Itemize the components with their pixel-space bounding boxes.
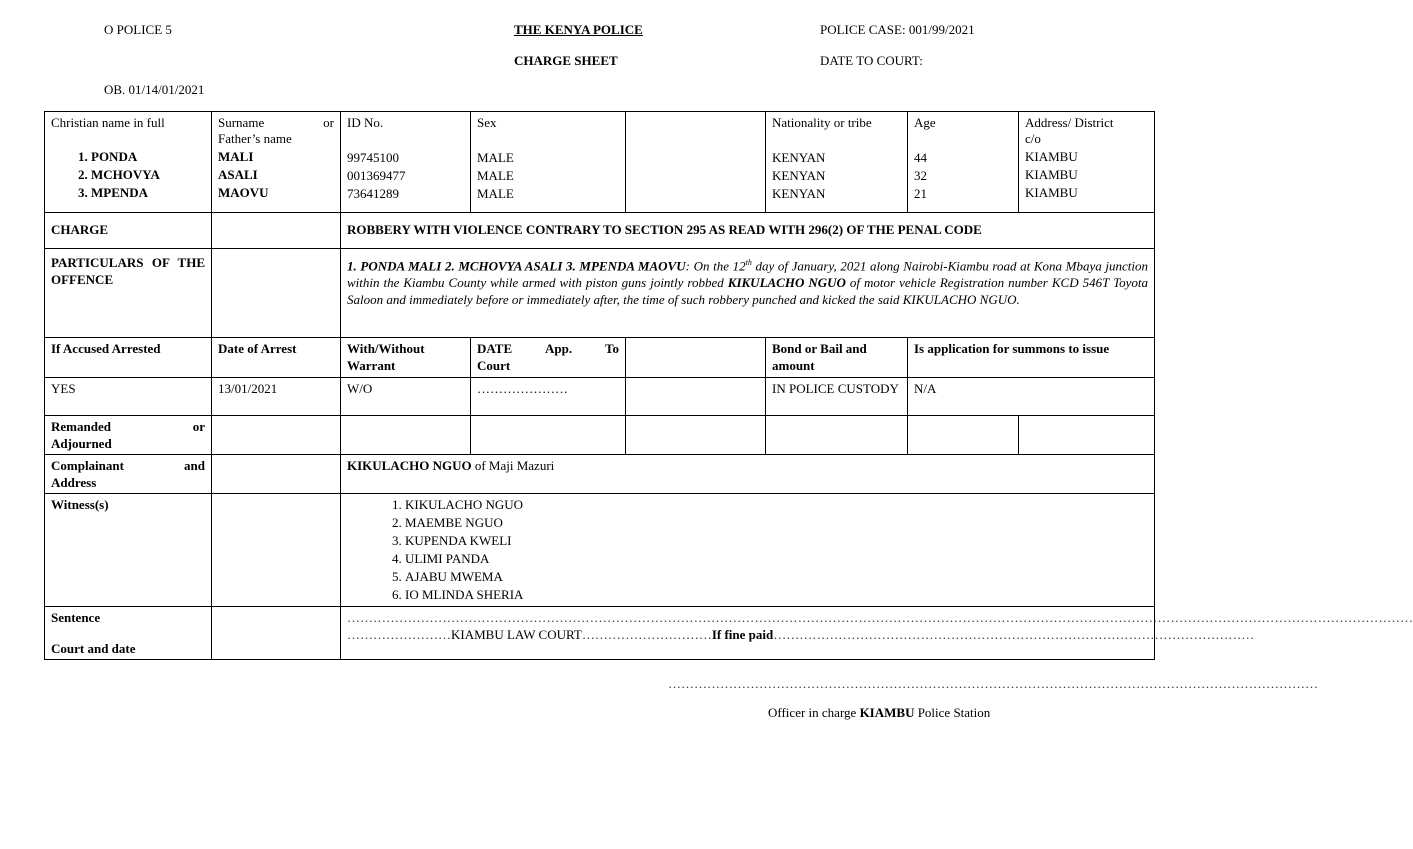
accused-nationality: KENYAN: [772, 168, 826, 183]
witness-list-cell: [341, 494, 1155, 607]
sentence-label: Sentence: [51, 610, 101, 625]
complainant-address: of Maji Mazuri: [471, 458, 555, 473]
particulars-row: [45, 249, 1155, 338]
fine-paid-label: If fine paid: [711, 627, 774, 642]
summons-value: N/A: [908, 378, 1155, 416]
court-and-date-label: Court and date: [51, 641, 136, 656]
id-header: ID No.: [347, 115, 384, 130]
accused-first-name: 1. PONDA: [91, 148, 205, 166]
empty-cell: [471, 416, 626, 455]
police-case-number: POLICE CASE: 001/99/2021: [820, 22, 975, 37]
warrant-value: W/O: [341, 378, 471, 416]
complainant-name: KIKULACHO NGUO: [347, 458, 472, 473]
charge-row: [45, 213, 1155, 249]
accused-row: [45, 112, 1155, 213]
station-name: KIAMBU: [859, 705, 915, 720]
witness-item: 1. KIKULACHO NGUO: [405, 496, 1148, 514]
particulars-victim: KIKULACHO NGUO: [727, 275, 846, 291]
accused-id: 73641289: [347, 186, 399, 201]
bond-header: Bond or Bail and amount: [766, 338, 908, 378]
complainant-label-word: and: [184, 458, 205, 473]
accused-age: 44: [914, 150, 927, 165]
age-header: Age: [914, 115, 936, 130]
remanded-label-line2: Adjourned: [51, 436, 112, 451]
appearance-header: [471, 338, 626, 378]
particulars-text-part: day of January, 2021 along Nairobi-Kiambu road at Kona Mbaya junction within the Kiambu County while armed with piston guns jointly robbed: [347, 258, 1148, 291]
accused-id: 001369477: [347, 168, 406, 183]
arrested-header: If Accused Arrested: [45, 338, 212, 378]
accused-sex: MALE: [477, 150, 514, 165]
accused-first-name: 2. MCHOVYA: [91, 166, 205, 184]
particulars-accused-names: 1. PONDA MALI 2. MCHOVYA ASALI 3. MPENDA MAOVU: [347, 258, 686, 274]
charge-label: CHARGE: [45, 213, 212, 249]
nationality-header: Nationality or tribe: [772, 115, 872, 130]
remanded-label-word: or: [192, 419, 205, 434]
particulars-text-part: of motor vehicle Registration number KCD 546T Toyota Saloon and immediately before or immediately after, the time of such robbery punched and kicked the said KIKULACHO NGUO.: [347, 275, 1148, 308]
empty-cell: [212, 213, 341, 249]
accused-age: 21: [914, 186, 927, 201]
sentence-row: [45, 607, 1155, 660]
complainant-label: [45, 455, 212, 494]
surname-header-word: Surname: [218, 115, 265, 130]
particulars-label: PARTICULARS OF THE OFFENCE: [45, 249, 212, 338]
accused-age: 32: [914, 168, 927, 183]
sentence-label-cell: [45, 607, 212, 660]
empty-cell: [626, 378, 766, 416]
charge-text: ROBBERY WITH VIOLENCE CONTRARY TO SECTION 295 AS READ WITH 296(2) OF THE PENAL CODE: [341, 213, 1155, 249]
accused-district: KIAMBU: [1025, 167, 1078, 182]
page-subtitle: CHARGE SHEET: [514, 53, 618, 68]
date-of-arrest-header: Date of Arrest: [212, 338, 341, 378]
sentence-dots: …………………………: [581, 627, 712, 642]
accused-sex: MALE: [477, 186, 514, 201]
charge-sheet-table: [44, 111, 1413, 660]
empty-cell: [341, 416, 471, 455]
address-header-line2: c/o: [1025, 131, 1041, 146]
appearance-header-word: To: [605, 341, 619, 356]
ob-number: OB. 01/14/01/2021: [104, 82, 205, 97]
surname-header-line2: Father’s name: [218, 131, 292, 146]
age-cell: [908, 112, 1019, 213]
empty-cell: [212, 455, 341, 494]
page-title: THE KENYA POLICE: [514, 22, 643, 37]
empty-cell: [626, 416, 766, 455]
accused-district: KIAMBU: [1025, 149, 1078, 164]
officer-in-charge-line: [768, 705, 990, 721]
sex-cell: [471, 112, 626, 213]
witness-list: [347, 496, 1148, 604]
accused-nationality: KENYAN: [772, 150, 826, 165]
witness-item: 3. KUPENDA KWELI: [405, 532, 1148, 550]
accused-surname: ASALI: [218, 167, 258, 182]
witness-item: 2. MAEMBE NGUO: [405, 514, 1148, 532]
sentence-court-line: [347, 626, 1255, 643]
witness-item: 6. IO MLINDA SHERIA: [405, 586, 1148, 604]
remanded-label: [45, 416, 212, 455]
complainant-value: [341, 455, 1155, 494]
complainant-label-line2: Address: [51, 475, 97, 490]
arrested-value: YES: [45, 378, 212, 416]
arrest-values-row: [45, 378, 1155, 416]
witness-row: [45, 494, 1155, 607]
address-cell: [1019, 112, 1155, 213]
surname-cell: [212, 112, 341, 213]
accused-first-names: [51, 148, 205, 202]
empty-cell: [212, 494, 341, 607]
officer-label: Officer in charge: [768, 705, 860, 720]
address-header: Address/ District: [1025, 115, 1114, 130]
particulars-text-part: : On the 12: [685, 258, 746, 274]
empty-cell: [626, 112, 766, 213]
empty-cell: [212, 607, 341, 660]
accused-id: 99745100: [347, 150, 399, 165]
id-cell: [341, 112, 471, 213]
station-suffix: Police Station: [914, 705, 991, 720]
witness-label: Witness(s): [45, 494, 212, 607]
surname-header-word: or: [323, 115, 334, 130]
accused-sex: MALE: [477, 168, 514, 183]
signature-line: ……………………………………………………………………………………………………………………………………: [668, 676, 1318, 691]
empty-cell: [212, 416, 341, 455]
remanded-label-word: Remanded: [51, 419, 111, 434]
witness-item: 5. AJABU MWEMA: [405, 568, 1148, 586]
empty-cell: [626, 338, 766, 378]
accused-surname: MALI: [218, 149, 254, 164]
sentence-dots: ……………………: [347, 627, 451, 642]
witness-item: 4. ULIMI PANDA: [405, 550, 1148, 568]
accused-surname: MAOVU: [218, 185, 269, 200]
nationality-cell: [766, 112, 908, 213]
sentence-dots: …………………………………………………………………………………………………: [773, 627, 1255, 642]
appearance-value: …………………: [471, 378, 626, 416]
sentence-court: KIAMBU LAW COURT: [451, 627, 582, 642]
appearance-header-word: App.: [545, 341, 573, 356]
arrest-header-row: [45, 338, 1155, 378]
empty-cell: [212, 249, 341, 338]
date-of-arrest-value: 13/01/2021: [212, 378, 341, 416]
sentence-dots-line: …………………………………………………………………………………………………………………………………………………………………………………………………………………………: [347, 610, 1413, 625]
date-to-court-label: DATE TO COURT:: [820, 53, 923, 68]
appearance-header-line2: Court: [477, 358, 511, 373]
particulars-superscript: th: [745, 258, 752, 267]
empty-cell: [1019, 416, 1155, 455]
form-number: O POLICE 5: [104, 22, 172, 37]
summons-header: Is application for summons to issue: [908, 338, 1155, 378]
complainant-row: [45, 455, 1155, 494]
accused-nationality: KENYAN: [772, 186, 826, 201]
christian-name-cell: [45, 112, 212, 213]
sentence-value: [341, 607, 1413, 660]
appearance-header-word: DATE: [477, 341, 513, 356]
empty-cell: [908, 416, 1019, 455]
bond-value: IN POLICE CUSTODY: [766, 378, 908, 416]
accused-first-name: 3. MPENDA: [91, 184, 205, 202]
complainant-label-word: Complainant: [51, 458, 124, 473]
christian-name-header: Christian name in full: [51, 115, 165, 130]
warrant-header: With/Without Warrant: [341, 338, 471, 378]
empty-cell: [766, 416, 908, 455]
sex-header: Sex: [477, 115, 497, 130]
remanded-row: [45, 416, 1155, 455]
accused-district: KIAMBU: [1025, 185, 1078, 200]
particulars-text: [341, 249, 1155, 338]
